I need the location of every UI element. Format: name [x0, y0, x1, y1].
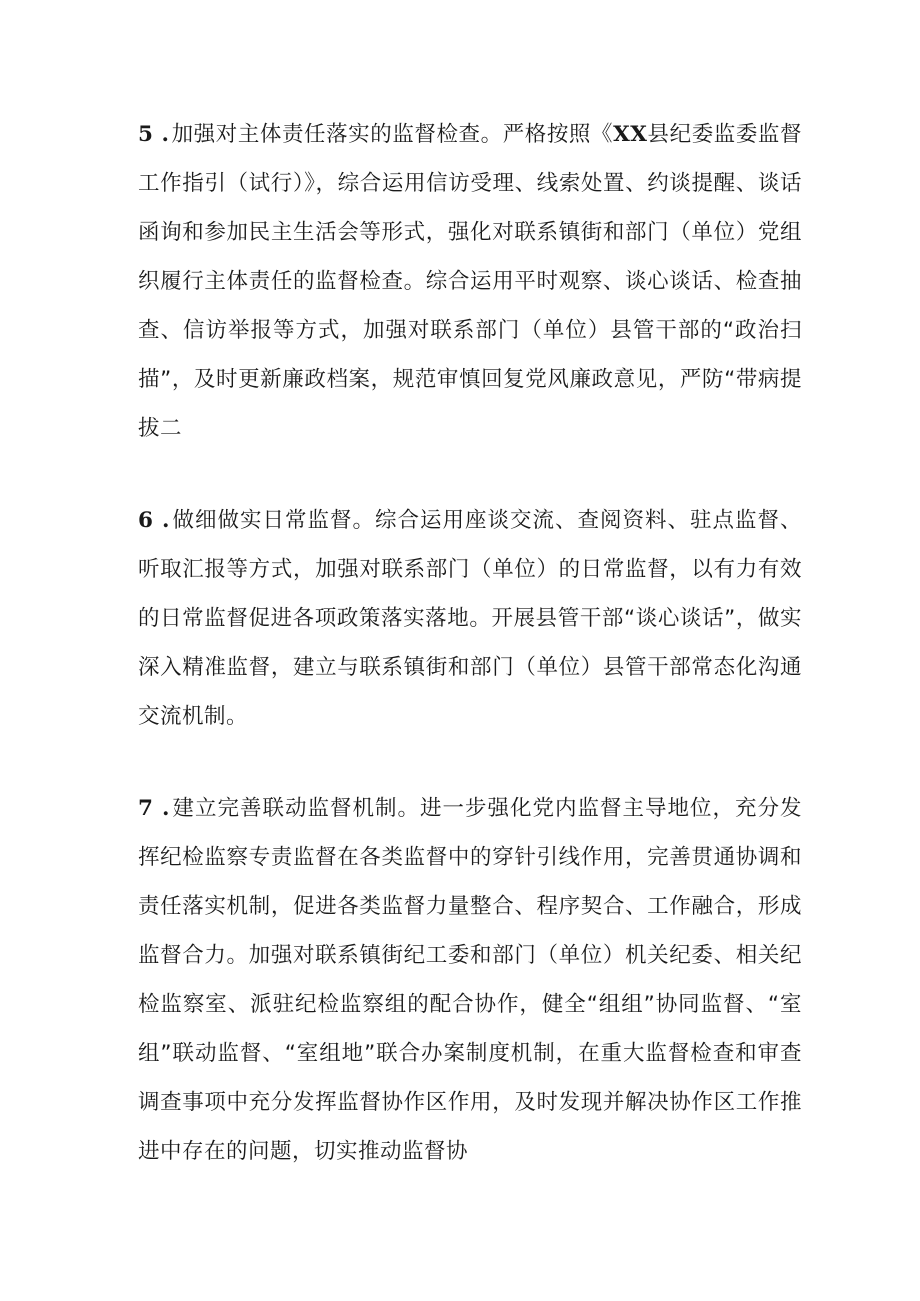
- paragraph-7: [138, 784, 802, 1176]
- paragraph-5-text-a: 加强对主体责任落实的监督检查。严格按照《: [171, 122, 614, 147]
- paragraph-5-text-bold: XX: [613, 122, 648, 147]
- paragraph-6-number: 6 .: [138, 508, 170, 533]
- paragraph-5-number: 5 .: [138, 122, 170, 147]
- paragraph-6: [138, 496, 802, 741]
- paragraph-5: [138, 110, 802, 453]
- paragraph-7-number: 7 .: [138, 796, 170, 821]
- paragraph-5-text-b: 县纪委监委监督工作指引（试行）》，综合运用信访受理、线索处置、约谈提醒、谈话函询和参加民主生活会等形式，强化对联系镇街和部门（单位）党组织履行主体责任的监督检查。综合运用平时观察、谈心谈话、检查抽查、信访举报等方式，加强对联系部门（单位）县管干部的“政治扫描”，及时更新廉政档案，规范审慎回复党风廉政意见，严防“带病提拔二: [138, 122, 802, 441]
- paragraph-6-text: 做细做实日常监督。综合运用座谈交流、查阅资料、驻点监督、听取汇报等方式，加强对联系部门（单位）的日常监督，以有力有效的日常监督促进各项政策落实落地。开展县管干部“谈心谈话”，做实深入精准监督，建立与联系镇街和部门（单位）县管干部常态化沟通交流机制。: [138, 508, 802, 729]
- paragraph-7-text: 建立完善联动监督机制。进一步强化党内监督主导地位，充分发挥纪检监察专责监督在各类监督中的穿针引线作用，完善贯通协调和责任落实机制，促进各类监督力量整合、程序契合、工作融合，形成监督合力。加强对联系镇街纪工委和部门（单位）机关纪委、相关纪检监察室、派驻纪检监察组的配合协作，健全“组组”协同监督、“室组”联动监督、“室组地”联合办案制度机制，在重大监督检查和审查调查事项中充分发挥监督协作区作用，及时发现并解决协作区工作推进中存在的问题，切实推动监督协: [138, 796, 802, 1164]
